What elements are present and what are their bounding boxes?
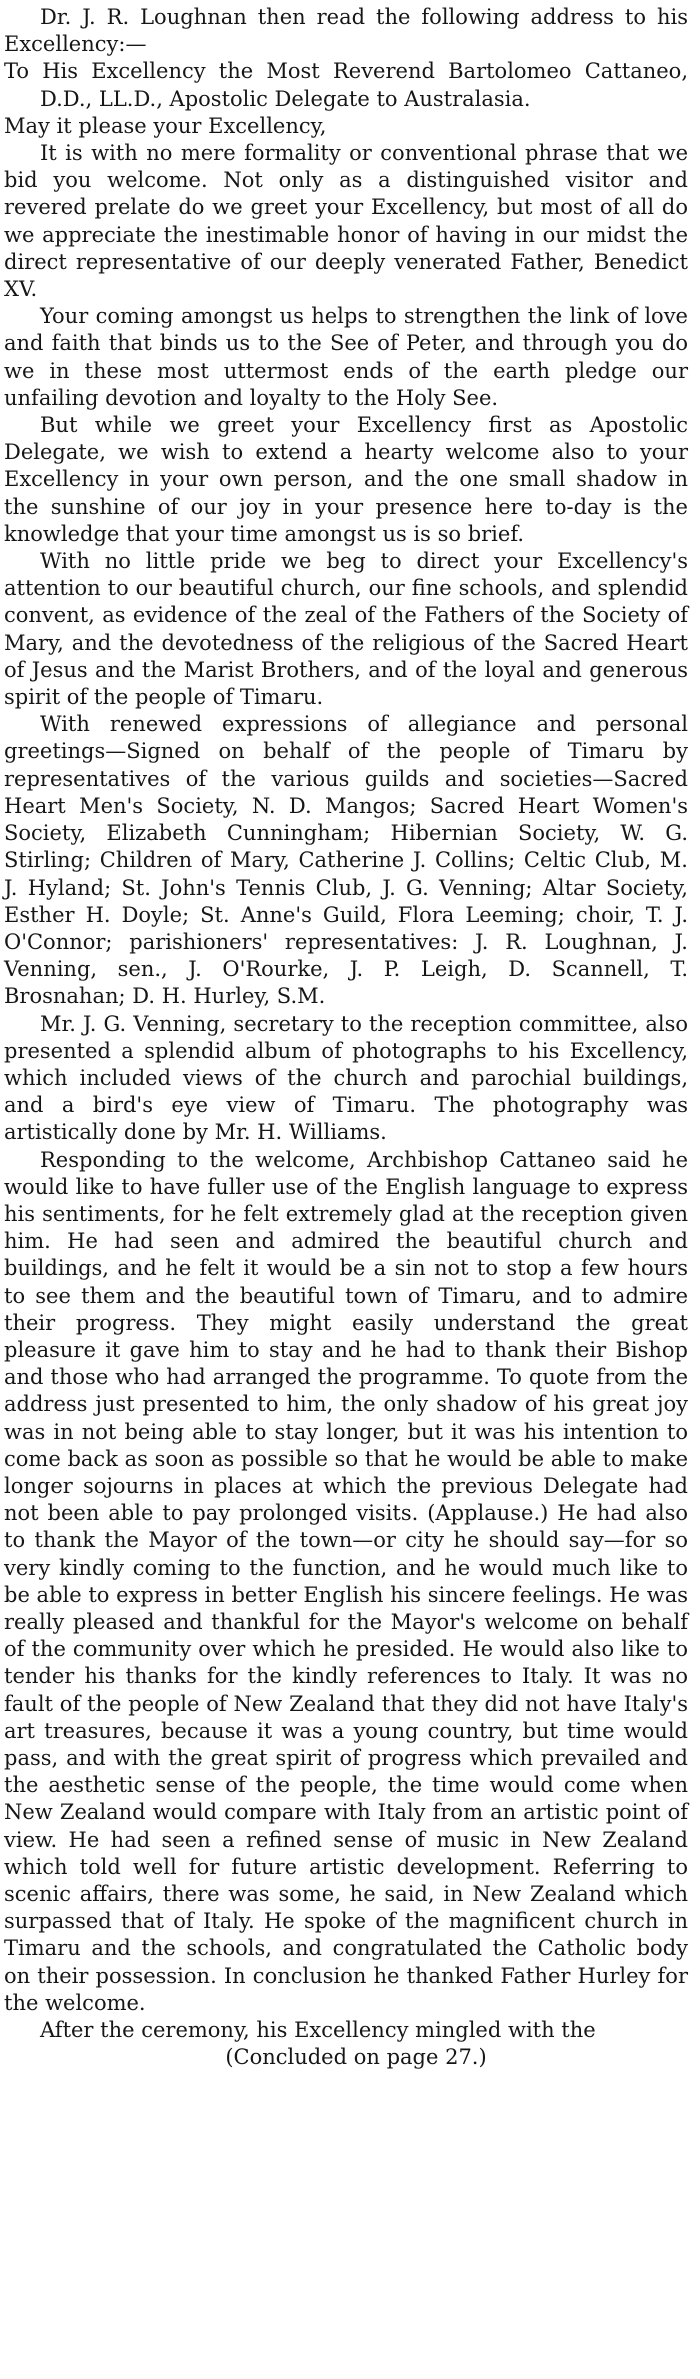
archbishop-response-paragraph: Responding to the welcome, Archbishop Cattaneo said he would like to have fuller use of the English language to express his sentiments, for he felt extremely glad at the reception given him. He had seen and admired the beautiful church and buildings, and he felt it would be a sin not to stop a few hours to see them and the beautiful town of Timaru, and to admire their progress. They might easily understand the great pleasure it gave him to stay and he had to thank their Bishop and those who had arranged the programme. To quote from the address just presented to him, the only shadow of his great joy was in not being able to stay longer, but it was his intention to come back as soon as possible so that he would be able to make longer sojourns in places at which the previous Delegate had not been able to pay prolonged visits. (Applause.) He had also to thank the Mayor of the town—or city he should say—for so very kindly coming to the function, and he would much like to be able to express in better English his sincere feelings. He was really pleased and thankful for the Mayor's welcome on behalf of the community over which he presided. He would also like to tender his thanks for the kindly references to Italy. It was no fault of the people of New Zealand that they did not have Italy's art treasures, because it was a young country, but time would pass, and with the great spirit of progress which prevailed and the aesthetic sense of the people, the time would come when New Zealand would compare with Italy from an artistic point of view. He had seen a refined sense of music in New Zealand which told well for future artistic development. Referring to scenic affairs, there was some, he said, in New Zealand which surpassed that of Italy. He spoke of the magnificent church in Timaru and the schools, and congratulated the Catholic body on their possession. In conclusion he thanked Father Hurley for the welcome. — [4, 1147, 688, 2015]
intro-paragraph: Dr. J. R. Loughnan then read the following address to his Excellency:— — [4, 5, 688, 57]
address-paragraph-personal-welcome: But while we greet your Excellency first as Apostolic Delegate, we wish to extend a hearty welcome also to your Excellency in your own person, and the one small shadow in the sunshine of our joy in your presence here to-day is the knowledge that your time amongst us is so brief. — [4, 413, 688, 546]
address-heading: To His Excellency the Most Reverend Bartolomeo Cattaneo, D.D., LL.D., Apostolic Delegate to Australasia. — [4, 59, 688, 111]
album-presentation-paragraph: Mr. J. G. Venning, secretary to the reception committee, also presented a splendid album of photographs to his Excellency, which included views of the church and parochial buildings, and a bird's eye view of Timaru. The photography was artistically done by Mr. H. Williams. — [4, 1011, 688, 1145]
address-paragraph-welcome: It is with no mere formality or conventional phrase that we bid you welcome. Not only as a distinguished visitor and revered prelate do we greet your Excellency, but most of all do we appreciate the inestimable honor of having in our midst the direct representative of our deeply venerated Father, Benedict XV. — [4, 141, 688, 302]
salutation: May it please your Excellency, — [4, 113, 327, 138]
address-paragraph-link-of-love: Your coming amongst us helps to strengthen the link of love and faith that binds us to the See of Peter, and through you do we in these most uttermost ends of the earth pledge our unfailing devotion and loyalty to the Holy See. — [4, 304, 688, 410]
continuation-note: (Concluded on page 27.) — [225, 2045, 487, 2070]
address-paragraph-church-schools: With no little pride we beg to direct your Excellency's attention to our beautiful church, our fine schools, and splendid convent, as evidence of the zeal of the Fathers of the Society of Mary, and the devotedness of the religious of the Sacred Heart of Jesus and the Marist Brothers, and of the loyal and generous spirit of the people of Timaru. — [4, 549, 688, 710]
after-ceremony-paragraph: After the ceremony, his Excellency mingled with the — [40, 2018, 596, 2043]
address-paragraph-signatories: With renewed expressions of allegiance and personal greetings—Signed on behalf of the people of Timaru by representatives of the various guilds and societies—Sacred Heart Men's Society, N. D. Mangos; Sacred Heart Women's Society, Elizabeth Cunningham; Hibernian Society, W. G. Stirling; Children of Mary, Catherine J. Collins; Celtic Club, M. J. Hyland; St. John's Tennis Club, J. G. Venning; Altar Society, Esther H. Doyle; St. Anne's Guild, Flora Leeming; choir, T. J. O'Connor; parishioners' representatives: J. R. Loughnan, J. Venning, sen., J. O'Rourke, J. P. Leigh, D. Scannell, T. Brosnahan; D. H. Hurley, S.M. — [4, 712, 688, 1009]
